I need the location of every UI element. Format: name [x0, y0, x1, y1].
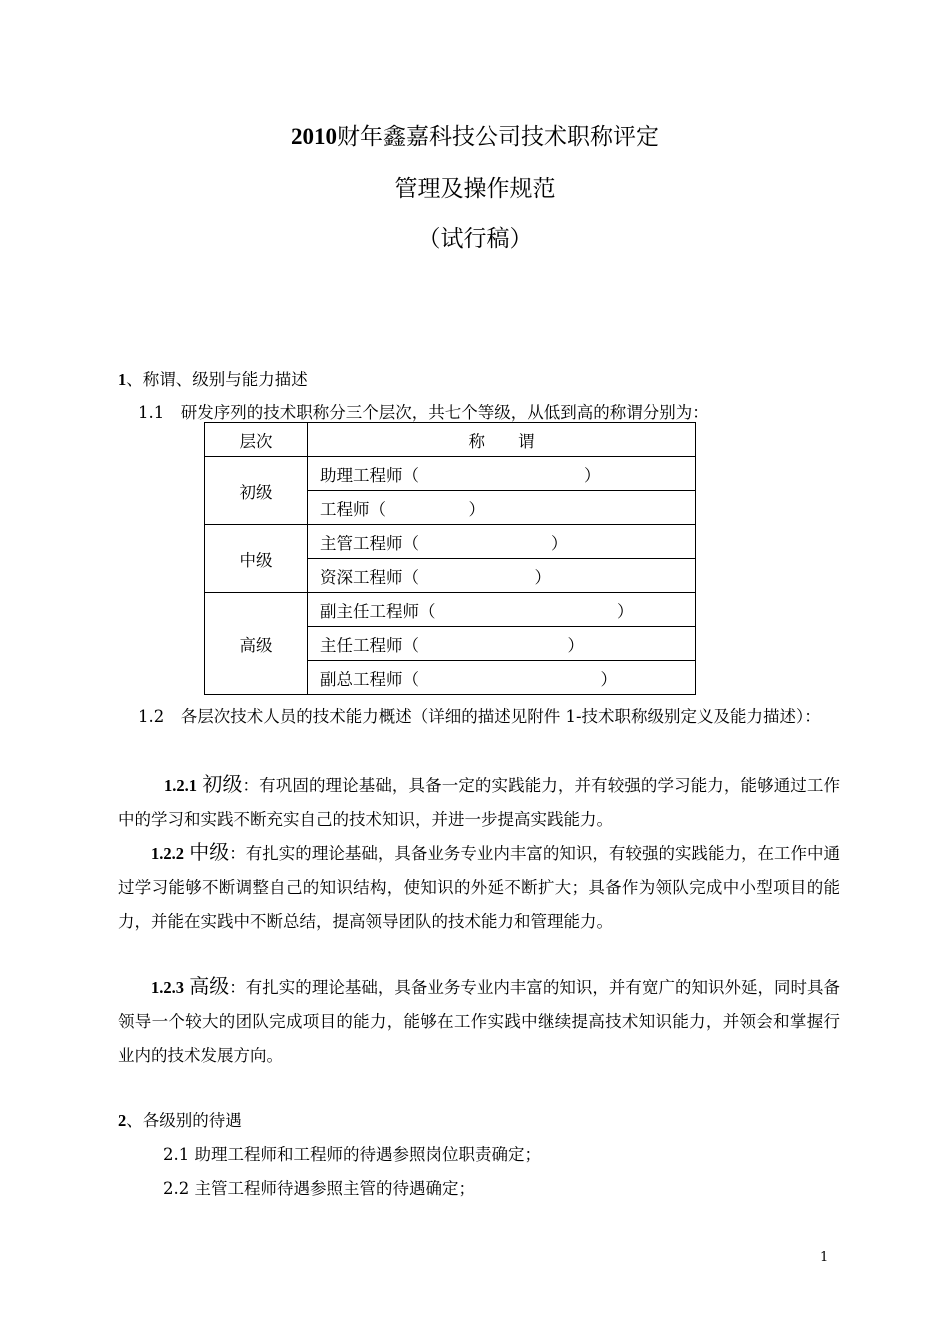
title-name: 副总工程师（ ）: [308, 661, 696, 695]
title-text: 财年鑫嘉科技公司技术职称评定: [337, 124, 659, 150]
doc-title-line2: 管理及操作规范: [394, 176, 556, 202]
section1-2-3: 1.2.3 高级：有扎实的理论基础，具备业务专业内丰富的知识，并有宽广的知识外延，同时具备领导一个较大的团队完成项目的能力，能够在工作实践中继续提高技术知识能力，并领会和掌握行业内的技术发展方向。: [118, 974, 841, 1065]
section1-2-2: 1.2.2 中级：有扎实的理论基础，具备业务专业内丰富的知识，有较强的实践能力，在工作中通过学习能够不断调整自己的知识结构，使知识的外延不断扩大；具备作为领队完成中小型项目的能力，并能在实践中不断总结，提高领导团队的技术能力和管理能力。: [118, 840, 841, 931]
header-level: 层次: [205, 423, 308, 457]
section1-heading: 1、称谓、级别与能力描述: [118, 370, 308, 389]
section2-1-text: 2.1 助理工程师和工程师的待遇参照岗位职责确定；: [163, 1145, 541, 1164]
level-senior: 高级: [205, 593, 308, 695]
title-name: 主任工程师（ ）: [308, 627, 696, 661]
table-row: [205, 457, 696, 491]
table-row: [205, 525, 696, 559]
section1-1-text: 1.1 研发序列的技术职称分三个层次，共七个等级，从低到高的称谓分别为：: [138, 403, 709, 422]
title-year: 2010: [291, 124, 337, 149]
level-junior: 初级: [205, 457, 308, 525]
title-name: 助理工程师（ ）: [308, 457, 696, 491]
rank-table: [204, 422, 696, 695]
level-middle: 中级: [205, 525, 308, 593]
section2-2-text: 2.2 主管工程师待遇参照主管的待遇确定；: [163, 1179, 475, 1198]
page-number: 1: [820, 1250, 829, 1265]
doc-title-line3: （试行稿）: [417, 226, 533, 252]
title-name: 主管工程师（ ）: [308, 525, 696, 559]
doc-title-line1: [0, 118, 950, 151]
table-row: [205, 593, 696, 627]
title-name: 副主任工程师（ ）: [308, 593, 696, 627]
section2-heading: 2、各级别的待遇: [118, 1111, 242, 1130]
header-name: 称 谓: [308, 423, 696, 457]
title-name: 工程师（ ）: [308, 491, 696, 525]
title-name: 资深工程师（ ）: [308, 559, 696, 593]
section1-2-1: 1.2.1 初级：有巩固的理论基础，具备一定的实践能力，并有较强的学习能力，能够通过工作中的学习和实践不断充实自己的技术知识，并进一步提高实践能力。: [118, 772, 841, 829]
section1-2-text: 1.2 各层次技术人员的技术能力概述（详细的描述见附件 1-技术职称级别定义及能力描述）：: [138, 707, 821, 726]
table-header-row: [205, 423, 696, 457]
